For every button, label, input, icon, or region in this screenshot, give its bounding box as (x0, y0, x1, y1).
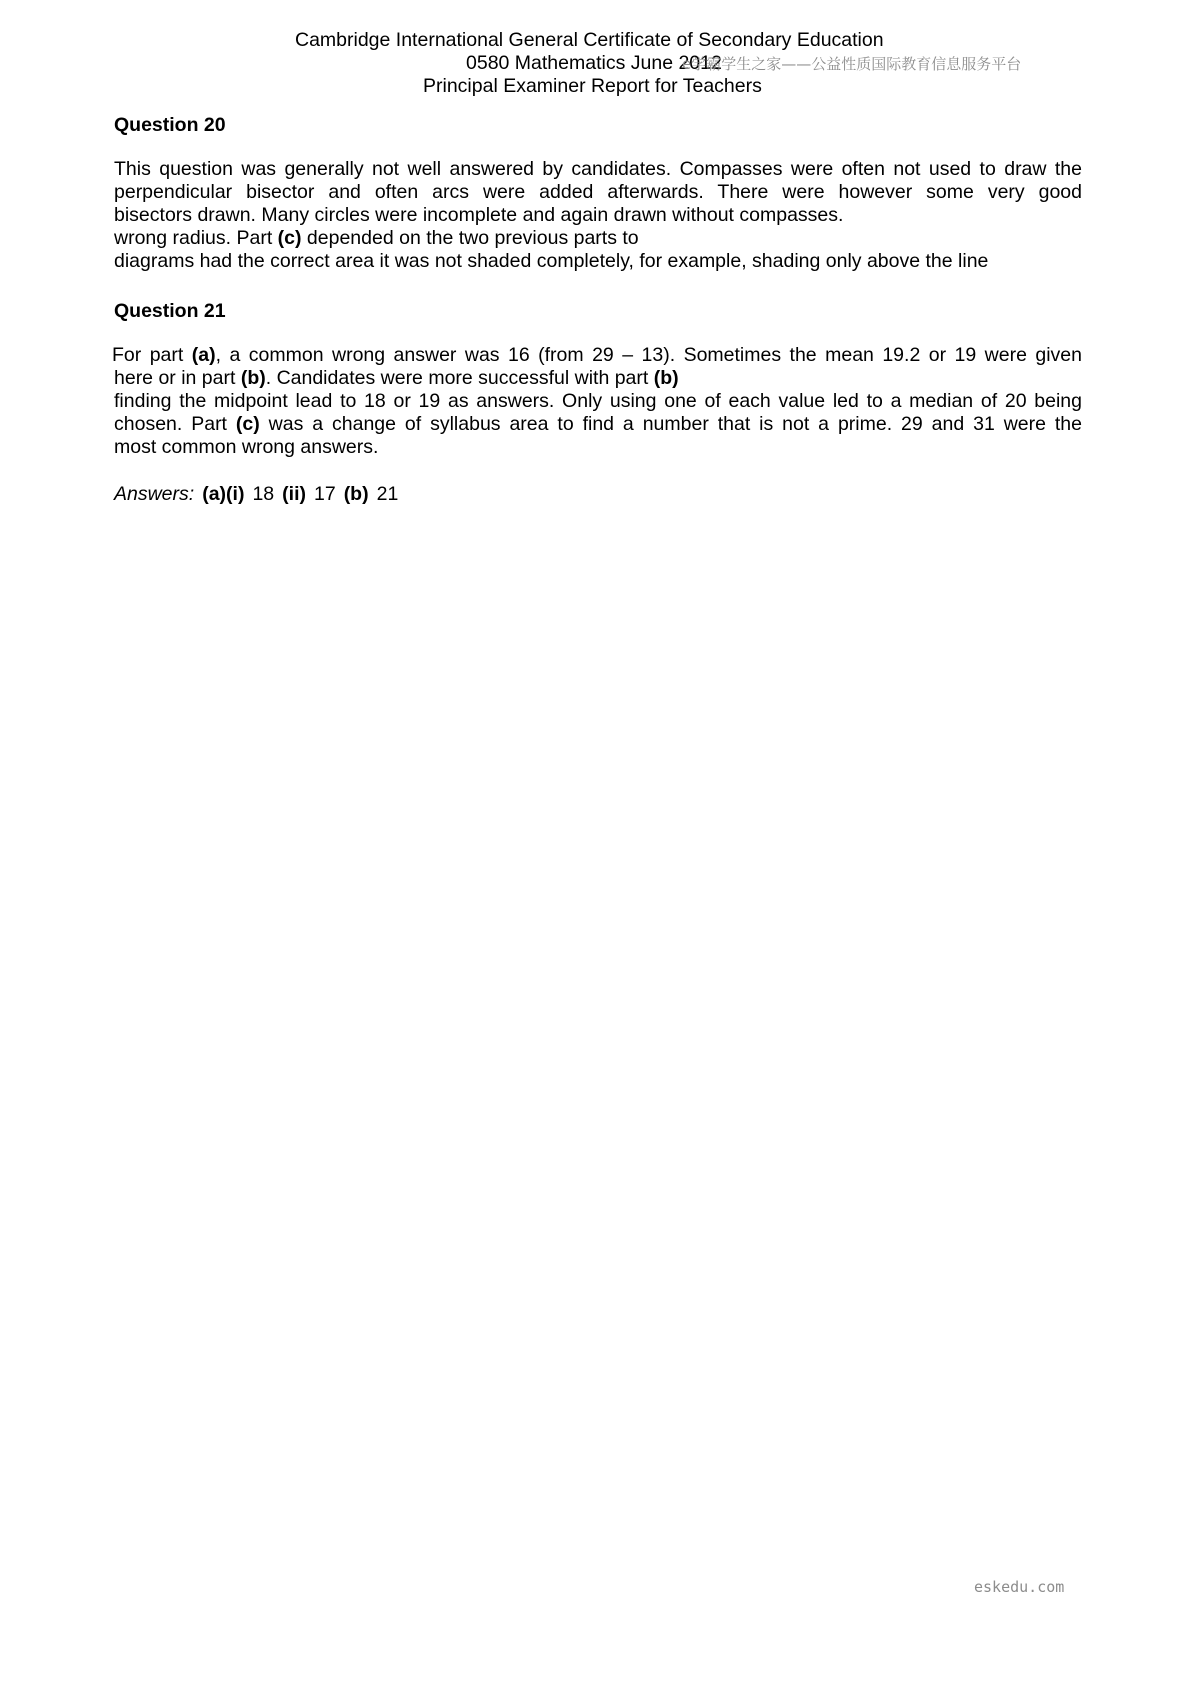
q21-line-2 (114, 367, 1082, 390)
q20-line-3: bisectors drawn. Many circles were incomplete and again drawn without compasses. (114, 204, 844, 226)
answer-b-label: (b) (343, 483, 369, 505)
q20-line-4 (114, 227, 639, 250)
q21-line-1-text-c: , a common wrong answer was 16 (from 29 – 13). Sometimes the mean 19.2 or 19 were given (215, 344, 1083, 366)
q21-line-4 (114, 413, 1082, 436)
watermark-bottom: eskedu.com (974, 1578, 1065, 1596)
q21-part-a-label: (a) (191, 344, 216, 366)
header-title: Cambridge International General Certificate of Secondary Education (295, 29, 884, 51)
question-20-title: Question 20 (114, 114, 226, 136)
q21-part-c-label: (c) (235, 413, 260, 435)
q20-line-5: diagrams had the correct area it was not shaded completely, for example, shading only above the line (114, 250, 989, 272)
q21-line-4-text-a: chosen. Part (114, 413, 236, 435)
question-21-title: Question 21 (114, 300, 226, 322)
answer-b-value: 21 (376, 483, 399, 505)
q20-line-1: This question was generally not well answered by candidates. Compasses were often not used to draw the (114, 158, 1082, 180)
q21-line-5: most common wrong answers. (114, 436, 379, 458)
q21-part-b-label-1: (b) (240, 367, 266, 389)
q20-line-4-text-a: wrong radius. Part (114, 227, 278, 249)
header-subject: 0580 Mathematics June 2012 (466, 52, 722, 74)
header-report-type: Principal Examiner Report for Teachers (423, 75, 762, 97)
q20-line-2: perpendicular bisector and often arcs were added afterwards. There were however some very good (114, 181, 1082, 203)
q21-part-b-label-2: (b) (653, 367, 679, 389)
answers-label: Answers: (114, 483, 195, 505)
watermark-top: e学霸学生之家——公益性质国际教育信息服务平台 (682, 55, 1022, 73)
answer-ii-value: 17 (313, 483, 336, 505)
answer-a-i-value: 18 (252, 483, 275, 505)
q21-answers (114, 483, 1082, 506)
q21-line-2-text-c: . Candidates were more successful with part (265, 367, 654, 389)
q20-line-4-text-c: depended on the two previous parts to (301, 227, 639, 249)
answer-a-i-label: (a)(i) (202, 483, 245, 505)
q21-line-1 (112, 344, 1082, 367)
answer-ii-label: (ii) (282, 483, 306, 505)
q21-line-2-text-a: here or in part (114, 367, 241, 389)
q21-line-3: finding the midpoint lead to 18 or 19 as answers. Only using one of each value led to a median of 20 being (114, 390, 1082, 412)
q21-line-1-text-a: For part (112, 344, 192, 366)
q21-line-4-text-c: was a change of syllabus area to find a number that is not a prime. 29 and 31 were the (259, 413, 1082, 435)
q20-part-c-label: (c) (277, 227, 302, 249)
